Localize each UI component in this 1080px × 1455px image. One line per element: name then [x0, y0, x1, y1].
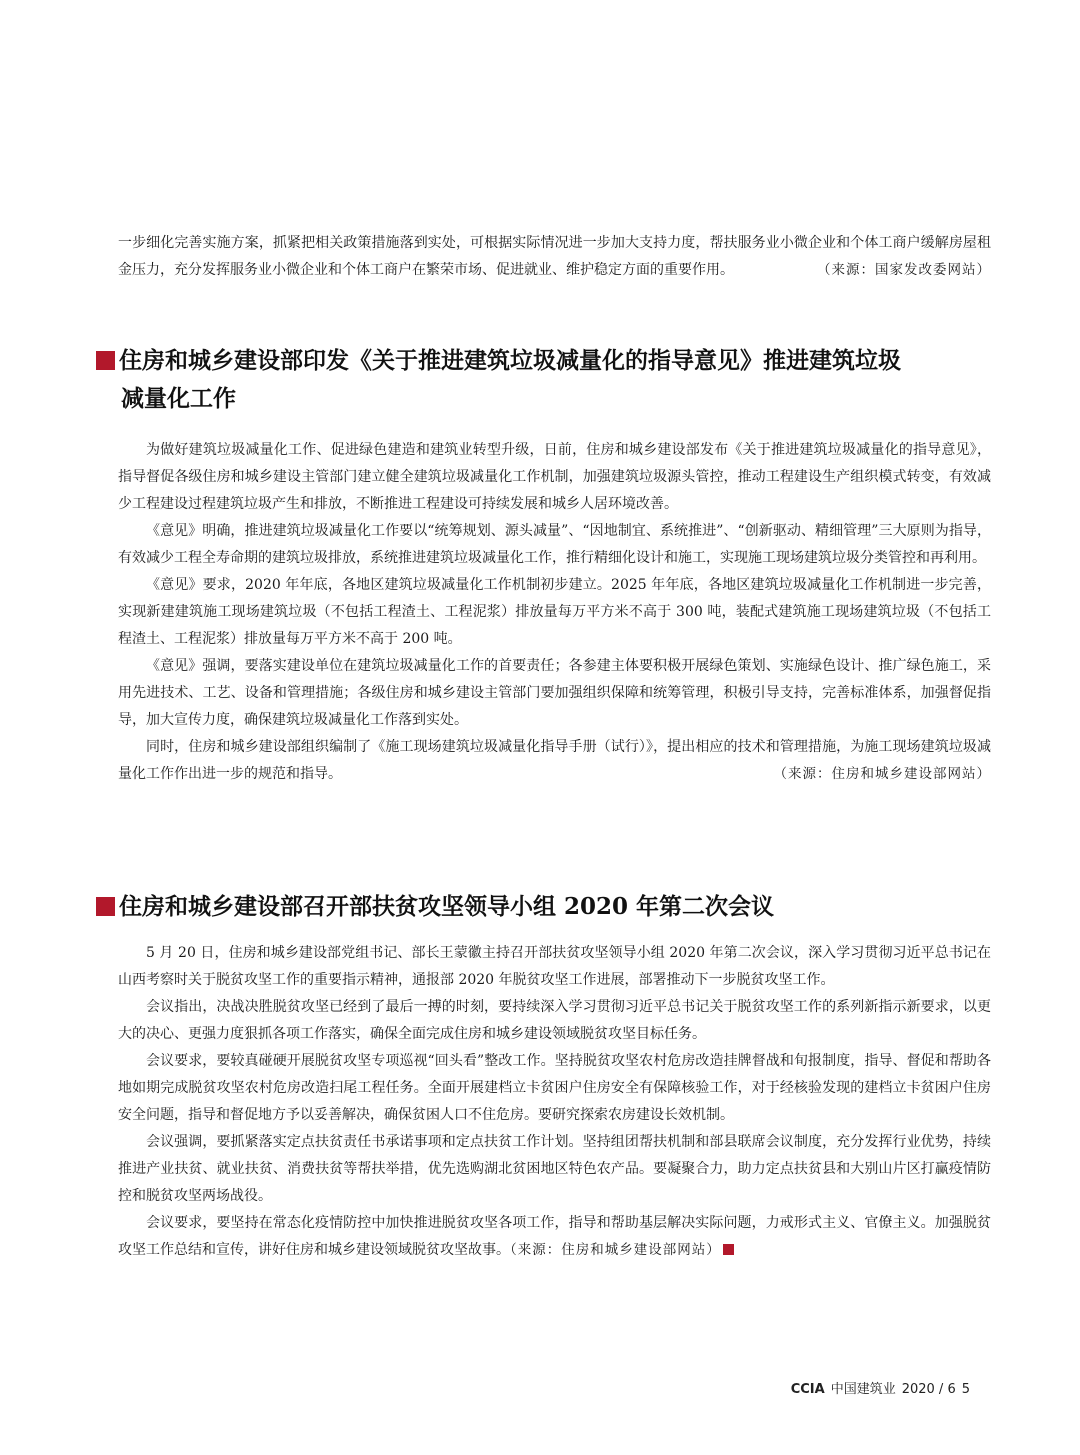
article1-body	[118, 437, 991, 788]
page-footer	[791, 1378, 976, 1397]
intro-text: 一步细化完善实施方案，抓紧把相关政策措施落到实处，可根据实际情况进一步加大支持力度，帮扶服务业小微企业和个体工商户缓解房屋租金压力，充分发挥服务业小微企业和个体工商户在繁荣市场、促进就业、维护稳定方面的重要作用。	[118, 235, 991, 278]
article1-title	[96, 342, 996, 418]
article1-paragraph: 《意见》强调，要落实建设单位在建筑垃圾减量化工作的首要责任；各参建主体要积极开展绿色策划、实施绿色设计、推广绿色施工，采用先进技术、工艺、设备和管理措施；各级住房和城乡建设主管部门要加强组织保障和统筹管理，积极引导支持，完善标准体系，加强督促指导，加大宣传力度，确保建筑垃圾减量化工作落到实处。	[118, 658, 991, 728]
article1-header	[96, 342, 996, 418]
article2-body	[118, 940, 991, 1264]
red-square-icon	[96, 897, 115, 916]
article2-paragraph: 会议强调，要抓紧落实定点扶贫责任书承诺事项和定点扶贫工作计划。坚持组团帮扶机制和部县联席会议制度，充分发挥行业优势，持续推进产业扶贫、就业扶贫、消费扶贫等帮扶举措，优先选购湖北贫困地区特色农产品。要凝聚合力，助力定点扶贫县和大别山片区打赢疫情防控和脱贫攻坚两场战役。	[118, 1134, 991, 1204]
red-square-icon	[96, 351, 115, 370]
page-number: 5	[961, 1382, 970, 1397]
article1-last-paragraph	[118, 734, 991, 788]
article2-source: （来源：住房和城乡建设部网站）	[510, 1242, 721, 1258]
intro-paragraph	[118, 230, 991, 284]
footer-issue: 2020 / 6	[901, 1382, 956, 1397]
article1-paragraph: 《意见》明确，推进建筑垃圾减量化工作要以“统筹规划、源头减量”、“因地制宜、系统推进”、“创新驱动、精细管理”三大原则为指导，有效减少工程全寿命期的建筑垃圾排放，系统推进建筑垃圾减量化工作，推行精细化设计和施工，实现施工现场建筑垃圾分类管控和再利用。	[118, 523, 991, 566]
article1-title-line2: 减量化工作	[121, 385, 236, 412]
article1-paragraph: 《意见》要求，2020 年年底，各地区建筑垃圾减量化工作机制初步建立。2025 年年底，各地区建筑垃圾减量化工作机制进一步完善，实现新建建筑施工现场建筑垃圾（不包括工程渣土、工程泥浆）排放量每万平方米不高于 300 吨，装配式建筑施工现场建筑垃圾（不包括工程渣土、工程泥浆）排放量每万平方米不高于 200 吨。	[118, 577, 991, 647]
article1-paragraph: 为做好建筑垃圾减量化工作、促进绿色建造和建筑业转型升级，日前，住房和城乡建设部发布《关于推进建筑垃圾减量化的指导意见》，指导督促各级住房和城乡建设主管部门建立健全建筑垃圾减量化工作机制，加强建筑垃圾源头管控，推动工程建设生产组织模式转变，有效减少工程建设过程建筑垃圾产生和排放，不断推进工程建设可持续发展和城乡人居环境改善。	[118, 442, 991, 512]
footer-magazine: 中国建筑业	[830, 1382, 896, 1397]
end-square-icon	[723, 1244, 734, 1255]
article2-paragraph-text: 会议要求，要坚持在常态化疫情防控中加快推进脱贫攻坚各项工作，指导和帮助基层解决实际问题，力戒形式主义、官僚主义。加强脱贫攻坚工作总结和宣传，讲好住房和城乡建设领域脱贫攻坚故事。	[118, 1215, 991, 1258]
article2-title	[96, 888, 996, 926]
article2-paragraph: 会议指出，决战决胜脱贫攻坚已经到了最后一搏的时刻，要持续深入学习贯彻习近平总书记关于脱贫攻坚工作的系列新指示新要求，以更大的决心、更强力度狠抓各项工作落实，确保全面完成住房和城乡建设领域脱贫攻坚目标任务。	[118, 999, 991, 1042]
intro-source: （来源：国家发改委网站）	[817, 262, 991, 278]
article2-paragraph: 5 月 20 日，住房和城乡建设部党组书记、部长王蒙徽主持召开部扶贫攻坚领导小组 2020 年第二次会议，深入学习贯彻习近平总书记在山西考察时关于脱贫攻坚工作的重要指示精神，通报部 2020 年脱贫攻坚工作进展，部署推动下一步脱贫攻坚工作。	[118, 945, 991, 988]
article1-title-line1: 住房和城乡建设部印发《关于推进建筑垃圾减量化的指导意见》推进建筑垃圾	[119, 347, 901, 374]
footer-brand: CCIA	[790, 1382, 825, 1397]
article2-last-paragraph	[118, 1210, 991, 1264]
article2-paragraph: 会议要求，要较真碰硬开展脱贫攻坚专项巡视“回头看”整改工作。坚持脱贫攻坚农村危房改造挂牌督战和旬报制度，指导、督促和帮助各地如期完成脱贫攻坚农村危房改造扫尾工程任务。全面开展建档立卡贫困户住房安全有保障核验工作，对于经核验发现的建档立卡贫困户住房安全问题，指导和督促地方予以妥善解决，确保贫困人口不住危房。要研究探索农房建设长效机制。	[118, 1053, 991, 1123]
article1-paragraph-text: 同时，住房和城乡建设部组织编制了《施工现场建筑垃圾减量化指导手册（试行）》，提出相应的技术和管理措施，为施工现场建筑垃圾减量化工作作出进一步的规范和指导。	[118, 739, 991, 782]
intro-block	[118, 230, 991, 284]
article1-source: （来源：住房和城乡建设部网站）	[773, 766, 991, 782]
article2-header	[96, 888, 996, 926]
article2-title-text: 住房和城乡建设部召开部扶贫攻坚领导小组 2020 年第二次会议	[119, 893, 775, 920]
